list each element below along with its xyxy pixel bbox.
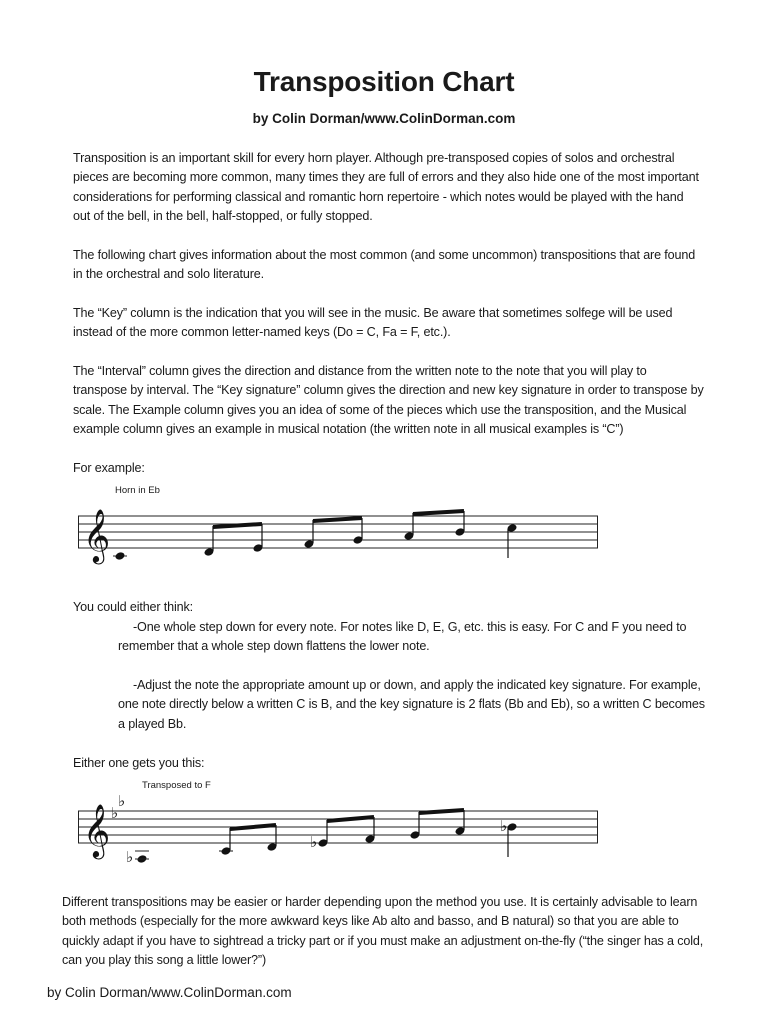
text-line: both methods (especially for the more awkward keys like Ab alto and basso, and B natural) so that you are able to <box>62 914 679 929</box>
treble-clef-icon: 𝄞 <box>83 508 111 562</box>
text-line: You could either think: <box>73 600 194 614</box>
text-line: -One whole step down for every note. For notes like D, E, G, etc. this is easy. For C and F you need to <box>133 620 687 634</box>
text-line: -Adjust the note the appropriate amount up or down, and apply the indicated key signature. For example, <box>133 678 701 692</box>
text-line: considerations for performing classical and romantic horn repertoire - which notes would be played with the hand <box>73 189 684 204</box>
beamed-note-pair <box>219 825 277 856</box>
intro-paragraph <box>73 149 733 226</box>
key-signature-flat-b-icon: ♭ <box>111 804 119 822</box>
text-line: out of the bell, in the bell, half-stopped, or fully stopped. <box>73 208 373 223</box>
beamed-note-pair <box>404 511 466 541</box>
text-line: scale. The Example column gives you an idea of some of the pieces which use the transposition, and the Musical <box>73 402 687 417</box>
text-line: Either one gets you this: <box>73 756 205 770</box>
flat-icon: ♭ <box>500 817 508 835</box>
text-line: one note directly below a written C is B, and the key signature is 2 flats (Bb and Eb), so a written C becomes <box>118 697 705 712</box>
quarter-note <box>500 817 517 857</box>
transposed-to-f-staff <box>78 795 608 870</box>
text-line: Different transpositions may be easier or harder depending upon the method you use. It is certainly advisable to learn <box>62 895 698 909</box>
flat-icon: ♭ <box>310 833 318 851</box>
interval-info-paragraph <box>73 362 733 439</box>
beamed-note-pair <box>304 518 364 549</box>
chart-info-paragraph <box>73 246 733 285</box>
text-line: can you play this song a little lower?”) <box>62 952 266 967</box>
text-line: The following chart gives information about the most common (and some uncommon) transpositions that are found <box>73 248 696 262</box>
beamed-note-pair <box>310 817 375 851</box>
note-c <box>115 551 126 561</box>
text-line: The “Interval” column gives the direction and distance from the written note to the note that you will play to <box>73 364 647 378</box>
treble-clef-icon: 𝄞 <box>83 803 111 857</box>
staff1-label: Horn in Eb <box>115 485 160 496</box>
text-line: example column gives an example in musical notation (the written note in all musical examples is “C”) <box>73 421 624 436</box>
text-line: The “Key” column is the indication that you will see in the music. Be aware that sometimes solfege will be used <box>73 306 673 320</box>
could-think-label <box>73 598 733 617</box>
horn-in-eb-staff <box>78 500 608 570</box>
text-line: instead of the more common letter-named keys (Do = C, Fa = F, etc.). <box>73 325 451 340</box>
text-line: transpose by interval. The “Key signature” column gives the direction and new key signature in order to transpose by <box>73 383 704 398</box>
either-one-label <box>73 754 733 773</box>
text-line: Transposition is an important skill for every horn player. Although pre-transposed copies of solos and orchestral <box>73 151 675 165</box>
text-line: remember that a whole step down flattens the lower note. <box>118 639 430 654</box>
staff-lines <box>78 811 598 843</box>
text-line: For example: <box>73 461 145 475</box>
quarter-note <box>507 523 518 558</box>
staff2-label: Transposed to F <box>142 780 211 791</box>
text-line: quickly adapt if you have to sightread a tricky part or if you must make an adjustment on-the-fly (“the singer has a cold, <box>62 933 704 948</box>
author-byline: by Colin Dorman/www.ColinDorman.com <box>252 111 516 126</box>
for-example-label <box>73 459 733 478</box>
method1-paragraph <box>118 618 728 657</box>
text-line: pieces are becoming more common, many times they are full of errors and they also hide one of the most important <box>73 170 699 185</box>
key-signature-flat-e-icon: ♭ <box>118 795 126 810</box>
text-line: a played Bb. <box>118 716 187 731</box>
page-title: Transposition Chart <box>253 66 515 97</box>
text-line: in the orchestral and solo literature. <box>73 267 265 282</box>
method2-paragraph <box>118 676 728 734</box>
flat-icon: ♭ <box>126 848 134 866</box>
closing-paragraph <box>62 893 732 970</box>
page-footer: by Colin Dorman/www.ColinDorman.com <box>47 985 292 1000</box>
key-info-paragraph <box>73 304 733 343</box>
